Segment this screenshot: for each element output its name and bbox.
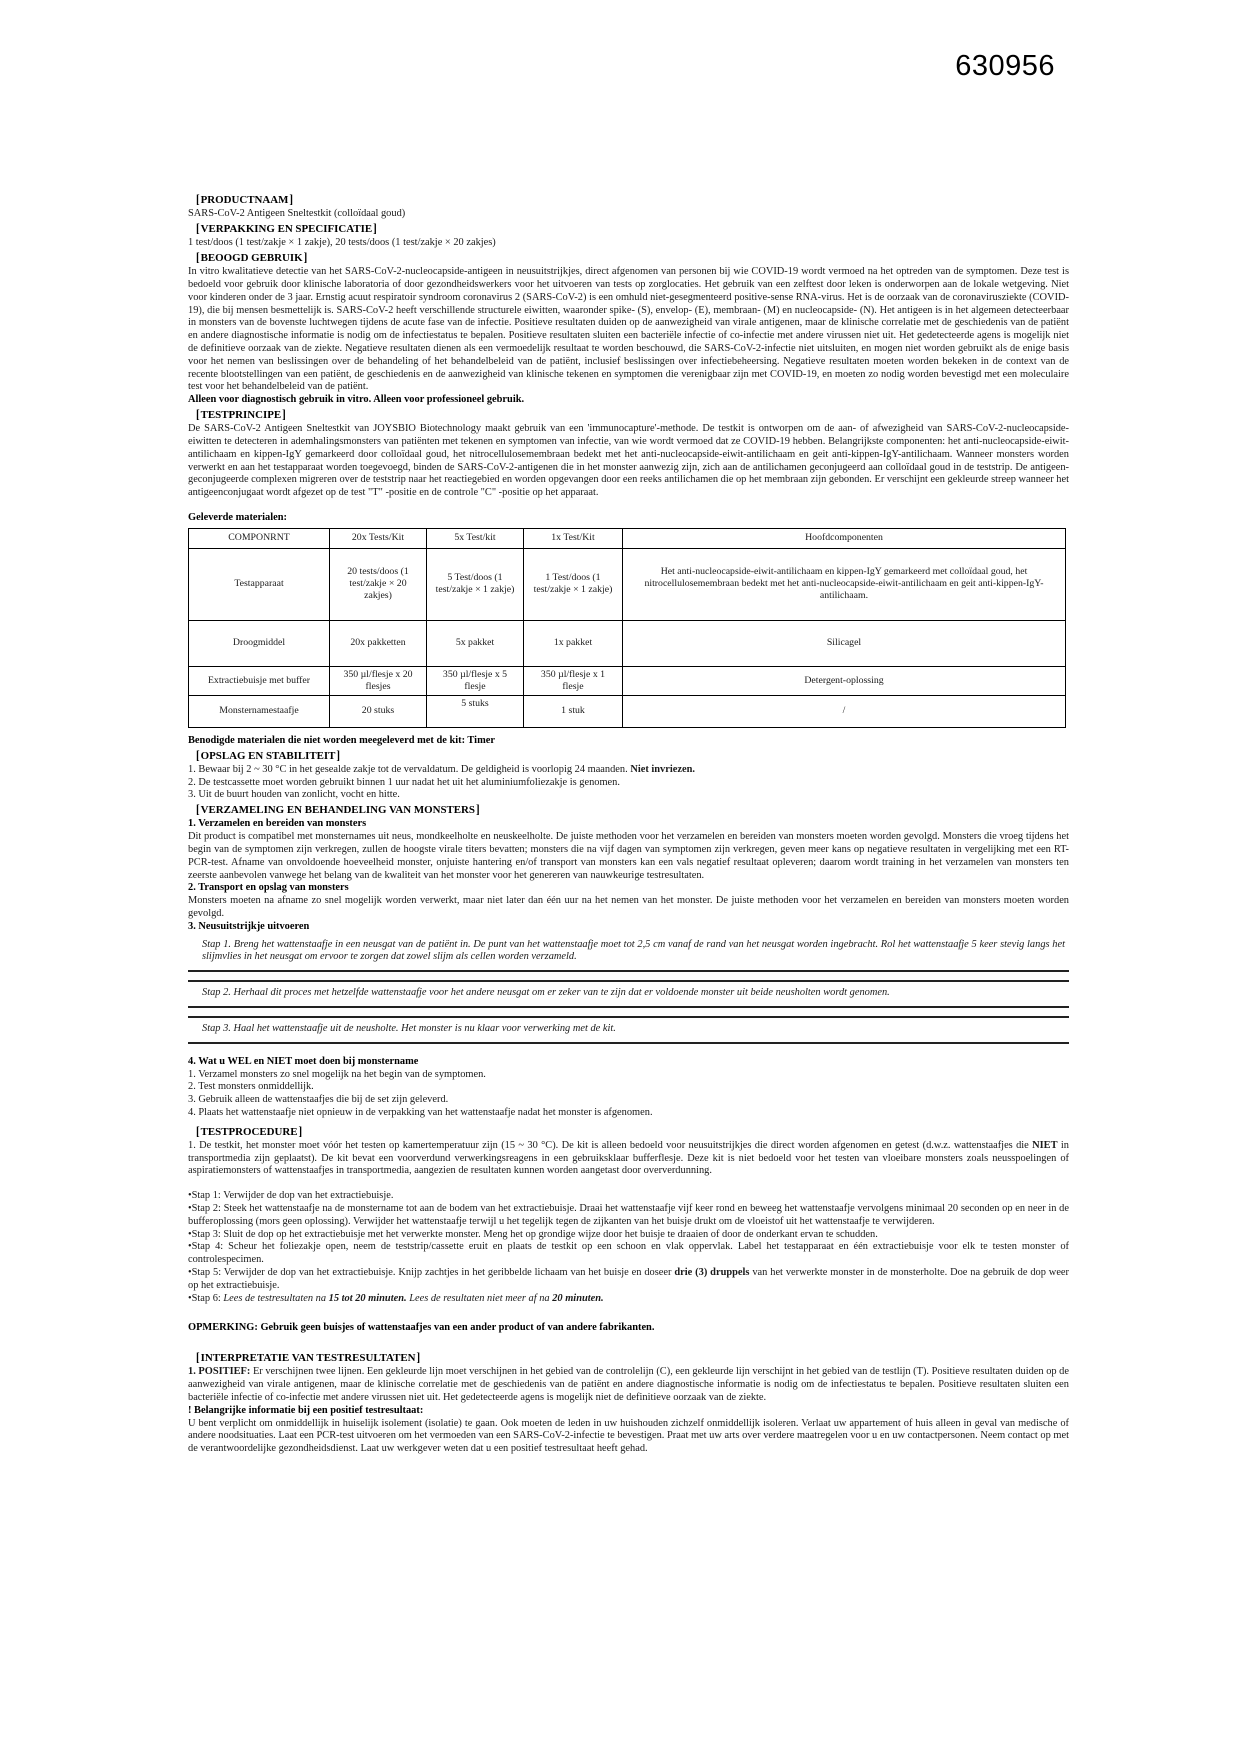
table-header-row xyxy=(189,528,1066,548)
supplied-materials-label: Geleverde materialen: xyxy=(188,511,287,523)
bracket-right: ] xyxy=(289,193,294,207)
section-heading-interpretatie: [INTERPRETATIE VAN TESTRESULTATEN] xyxy=(196,1351,421,1366)
dos-item-2: 2. Test monsters onmiddellijk. xyxy=(188,1081,314,1093)
subheading-transport-storage: 2. Transport en opslag van monsters xyxy=(188,882,349,894)
table-cell: Monsternamestaafje xyxy=(189,695,330,727)
collect-prepare-paragraph: Dit product is compatibel met monsternames uit neus, mondkeelholte en neuskeelholte. De juiste methoden voor het verzamelen en bereiden van monsters moeten worden gevolgd. Monsters die vroeg tijdens het begin van de symptomen zijn verkregen, zullen de hoogste virale titers bevatten; monsters die na vijf dagen van symptomen zijn verkregen, geven meer kans op negatieve resultaten in vergelijking met een RT-PCR-test. Afname van onvoldoende hoeveelheid monster, onjuiste hantering en/of transport van monsters kan een vals negatief resultaat opleveren; daarom wordt training in het verzamelen van monsters ten zeerste aanbevolen vanwege het belang van de kwaliteit van het monster voor het genereren van nauwkeurige testresultaten. xyxy=(188,831,1069,881)
materials-not-supplied-note: Benodigde materialen die niet worden meegeleverd met de kit: Timer xyxy=(188,734,495,746)
bracket-left: [ xyxy=(196,193,200,207)
sample-step-box-3: Stap 3. Haal het wattenstaafje uit de neusholte. Het monster is nu klaar voor verwerking met de kit. xyxy=(188,1016,1069,1044)
storage-item-3: 3. Uit de buurt houden van zonlicht, vocht en hitte. xyxy=(188,789,400,801)
packaging-spec: 1 test/doos (1 test/zakje × 1 zakje), 20 tests/doos (1 test/zakje × 20 zakjes) xyxy=(188,237,496,249)
bracket-right: ] xyxy=(416,1351,421,1366)
table-cell: 20 tests/doos (1 test/zakje × 20 zakjes) xyxy=(330,548,427,620)
table-cell: 1x pakket xyxy=(524,620,623,666)
subheading-nasal-swab: 3. Neusuitstrijkje uitvoeren xyxy=(188,920,310,932)
dos-item-4: 4. Plaats het wattenstaafje niet opnieuw in de verpakking van het wattenstaafje nadat het monster is afgenomen. xyxy=(188,1106,653,1118)
bracket-right: ] xyxy=(282,407,286,422)
sample-step-box-1: Stap 1. Breng het wattenstaafje in een neusgat van de patiënt in. De punt van het wattenstaafje moet tot 2,5 cm vanaf de rand van het neusgat worden ingebracht. Rol het wattenstaafje 5 keer stevig langs het slijmvlies in het neusgat om ervoor te zorgen dat zowel slijm als cellen worden verzameld. xyxy=(188,936,1069,973)
table-cell: 20 stuks xyxy=(330,695,427,727)
bracket-left: [ xyxy=(196,748,200,763)
table-header-main-components: Hoofdcomponenten xyxy=(623,528,1066,548)
table-cell: Droogmiddel xyxy=(189,620,330,666)
transport-storage-paragraph: Monsters moeten na afname zo snel mogelijk worden verwerkt, maar niet later dan één uur na het nemen van het monster. De juiste methoden voor het verzamelen en bereiden van monsters moeten worden gevolgd. xyxy=(188,895,1069,919)
dos-item-3: 3. Gebruik alleen de wattenstaafjes die bij de set zijn geleverd. xyxy=(188,1094,449,1106)
table-cell: Extractiebuisje met buffer xyxy=(189,666,330,695)
table-row-droogmiddel xyxy=(189,620,1066,666)
table-cell: Het anti-nucleocapside-eiwit-antilichaam en kippen-IgY gemarkeerd met colloïdaal goud, het nitrocellulosemembraan bedekt met het anti-nucleocapside-eiwit-antilichaam en geit anti-kippen-IgY-antilichaam. xyxy=(623,548,1066,620)
table-cell: 350 µl/flesje x 1 flesje xyxy=(524,666,623,695)
product-name: SARS-CoV-2 Antigeen Sneltestkit (colloïdaal goud) xyxy=(188,208,406,220)
table-header-20x: 20x Tests/Kit xyxy=(330,528,427,548)
section-heading-testprocedure: [TESTPROCEDURE] xyxy=(196,1124,303,1139)
table-cell: / xyxy=(623,695,1066,727)
bracket-right: ] xyxy=(298,1124,303,1139)
table-cell: 1 stuk xyxy=(524,695,623,727)
subheading-collect-prepare: 1. Verzamelen en bereiden van monsters xyxy=(188,818,367,830)
storage-item-1: 1. Bewaar bij 2 ~ 30 °C in het gesealde zakje tot de vervaldatum. De geldigheid is voorlopig 24 maanden. Niet invriezen. xyxy=(188,763,695,775)
table-cell: 350 µl/flesje x 5 flesje xyxy=(427,666,524,695)
materials-table xyxy=(188,528,1066,728)
dos-item-1: 1. Verzamel monsters zo snel mogelijk na het begin van de symptomen. xyxy=(188,1068,486,1080)
bracket-right: ] xyxy=(303,251,308,265)
table-cell: 5 Test/doos (1 test/zakje × 1 zakje) xyxy=(427,548,524,620)
section-heading-verzameling: [VERZAMELING EN BEHANDELING VAN MONSTERS] xyxy=(196,803,480,817)
section-heading-beoogd-gebruik: [BEOOGD GEBRUIK] xyxy=(196,251,308,265)
intended-use-paragraph: In vitro kwalitatieve detectie van het SARS-CoV-2-nucleocapside-antigeen in neusuitstrijkjes, direct afgenomen van personen bij wie COVID-19 wordt vermoed na het optreden van de symptomen. Deze test is bedoeld voor gebruik door klinische laboratoria of door gezondheidswerkers voor het uitvoeren van tests op zorglocaties. Het gebruik van een zelftest door leken is onderworpen aan de lokale wetgeving. Niet voor kinderen onder de 3 jaar. Ernstig acuut respiratoir syndroom coronavirus 2 (SARS-CoV-2) is een omhuld niet-gesegmenteerd positive-sense RNA-virus. Het is de oorzaak van de coronavirusziekte (COVID-19), die bij mensen besmettelijk is. SARS-CoV-2 heeft verschillende structurele eiwitten, waaronder spike- (S), envelop- (E), membraan- (M) en nucleocapside- (N). Het antigeen is in het algemeen detecteerbaar in monsters van de bovenste luchtwegen tijdens de acute fase van de infectie. Positieve resultaten duiden op de aanwezigheid van virale antigenen, maar de klinische correlatie met de geschiedenis van de patiënt en andere diagnostische informatie is nodig om de infectiestatus te bepalen. Positieve resultaten sluiten een bacteriële infectie of co-infectie met andere virussen niet uit. Het gedetecteerde agens is mogelijk niet de definitieve oorzaak van de ziekte. Negatieve resultaten dienen als een vermoedelijk resultaat te worden beschouwd, die SARS-CoV-2-infectie niet uitsluiten, en mogen niet worden gebruikt als de enige basis voor het nemen van beslissingen over de behandeling of het behandelbeleid van de patiënt, inclusief beslissingen over infectiebeheersing. Negatieve resultaten moeten worden bekeken in de context van de recente blootstellingen van een patiënt, de geschiedenis en de aanwezigheid van klinische tekenen en symptomen die verenigbaar zijn met COVID-19, en moeten zo nodig worden bevestigd met een moleculaire test voor het behandelbeleid van de patiënt. xyxy=(188,266,1069,393)
bracket-left: [ xyxy=(196,407,200,422)
table-cell: Detergent-oplossing xyxy=(623,666,1066,695)
procedure-step-1: •Stap 1: Verwijder de dop van het extractiebuisje. xyxy=(188,1190,394,1202)
procedure-step-2: •Stap 2: Steek het wattenstaafje na de monstername tot aan de bodem van het extractiebuisje. Draai het wattenstaafje vijf keer rond en beweeg het wattenstaafje vervolgens minimaal 20 seconden op en neer in de bufferoplossing (mors geen oplossing). Verwijder het wattenstaafje terwijl u het tegelijk tegen de zijkanten van het buisje drukt om de vloeistof uit het wattenstaafje te verwijderen. xyxy=(188,1203,1069,1227)
procedure-step-6: •Stap 6: Lees de testresultaten na 15 tot 20 minuten. Lees de resultaten niet meer af na 20 minuten. xyxy=(188,1292,604,1304)
procedure-step-5: •Stap 5: Verwijder de dop van het extractiebuisje. Knijp zachtjes in het geribbelde lichaam van het buisje en doseer drie (3) druppels van het verwerkte monster in de monsterholte. Doe na gebruik de dop weer op het extractiebuisje. xyxy=(188,1267,1069,1291)
table-cell: 5x pakket xyxy=(427,620,524,666)
remark-note: OPMERKING: Gebruik geen buisjes of wattenstaafjes van een ander product of van andere fabrikanten. xyxy=(188,1322,655,1334)
section-heading-verpakking: [VERPAKKING EN SPECIFICATIE] xyxy=(196,222,377,236)
table-cell: Silicagel xyxy=(623,620,1066,666)
bracket-left: [ xyxy=(196,251,200,265)
test-principle-paragraph: De SARS-CoV-2 Antigeen Sneltestkit van JOYSBIO Biotechnology maakt gebruik van een 'immunocapture'-methode. De testkit is ontworpen om de aan- of afwezigheid van SARS-CoV-2-nucleocapside-eiwitten te detecteren in ademhalingsmonsters van patiënten met tekenen en symptomen van infectie, van wie wordt vermoed dat ze COVID-19 hebben. Belangrijkste componenten: het anti-nucleocapside-eiwit-antilichaam en kippen-IgY gemarkeerd door colloïdaal goud, het nitrocellulosemembraan bedekt met het anti-nucleocapside-eiwit-antilichaam en geit anti-kippen-IgY-antilichaam. Wanneer monsters worden verwerkt en aan het testapparaat worden toegevoegd, binden de SARS-CoV-2-antigenen die in het monster aanwezig zijn, zich aan de antilichamen geconjugeerd aan colloïdaal goud in de teststrip. De antigeen-geconjugeerde complexen migreren over de teststrip naar het reactiegebied en worden opgevangen door een reeks antilichamen die op het membraan zijn gebonden. Er verschijnt een gekleurde streep wanneer het antigeenconjugaat wordt afgezet op de test "T" -positie en de controle "C" -positie op het apparaat. xyxy=(188,423,1069,499)
table-row-monsternamestaafje xyxy=(189,695,1066,727)
bracket-right: ] xyxy=(336,748,341,763)
sample-step-box-2: Stap 2. Herhaal dit proces met hetzelfde wattenstaafje voor het andere neusgat om er zeker van te zijn dat er voldoende monster uit beide neusholten wordt genomen. xyxy=(188,980,1069,1008)
bracket-left: [ xyxy=(196,222,200,236)
table-row-testapparaat xyxy=(189,548,1066,620)
procedure-steps xyxy=(188,1190,1069,1305)
important-positive-info-label: ! Belangrijke informatie bij een positief testresultaat: xyxy=(188,1404,424,1416)
bracket-right: ] xyxy=(475,803,480,817)
table-header-component: COMPONRNT xyxy=(189,528,330,548)
table-row-extractiebuisje xyxy=(189,666,1066,695)
table-cell: 5 stuks xyxy=(427,695,524,727)
table-cell: Testapparaat xyxy=(189,548,330,620)
procedure-intro-paragraph: 1. De testkit, het monster moet vóór het testen op kamertemperatuur zijn (15 ~ 30 °C). De kit is alleen bedoeld voor neusuitstrijkjes die direct worden afgenomen en getest (d.w.z. wattenstaafjes die NIET in transportmedia zijn geplaatst). De kit bevat een voorverdund verwerkingsreagens in een gebruiksklaar bufferflesje. Deze kit is niet bedoeld voor het testen van vloeibare monsters zoals neusspoelingen of aspiratiemonsters of wattenstaafjes in transportmedia, aangezien de resultaten kunnen worden aangetast door oververdunning. xyxy=(188,1139,1069,1177)
bracket-left: [ xyxy=(196,803,200,817)
table-cell: 20x pakketten xyxy=(330,620,427,666)
section-heading-opslag: [OPSLAG EN STABILITEIT] xyxy=(196,748,341,763)
procedure-step-4: •Stap 4: Scheur het foliezakje open, neem de teststrip/cassette eruit en plaats de testkit op een schoon en vlak oppervlak. Label het testapparaat en één extractiebuisje voor elk te testen monster of controlespecimen. xyxy=(188,1241,1069,1266)
storage-item-2: 2. De testcassette moet worden gebruikt binnen 1 uur nadat het uit het aluminiumfoliezakje is genomen. xyxy=(188,776,620,788)
bracket-left: [ xyxy=(196,1351,200,1366)
document-content xyxy=(188,192,1069,1456)
procedure-step-3: •Stap 3: Sluit de dop op het extractiebuisje met het verwerkte monster. Meng het op grondige wijze door het buisje te draaien of door de onderkant ervan te schudden. xyxy=(188,1228,878,1240)
diagnostic-use-note: Alleen voor diagnostisch gebruik in vitro. Alleen voor professioneel gebruik. xyxy=(188,394,525,406)
bracket-left: [ xyxy=(196,1124,200,1139)
section-heading-testprincipe: [TESTPRINCIPE] xyxy=(196,407,286,422)
table-header-1x: 1x Test/Kit xyxy=(524,528,623,548)
positive-result-paragraph: 1. POSITIEF: Er verschijnen twee lijnen. Een gekleurde lijn moet verschijnen in het gebied van de controlelijn (C), een gekleurde lijn verschijnt in het gebied van de testlijn (T). Positieve resultaten duiden op de aanwezigheid van virale antigenen, maar de klinische correlatie met de geschiedenis van de patiënt en andere diagnostische informatie is nodig om de infectiestatus te bepalen. Positieve resultaten sluiten een bacteriële infectie of co-infectie met andere virussen niet uit. Het gedetecteerde agens is mogelijk niet de definitieve oorzaak van de ziekte. xyxy=(188,1366,1069,1404)
bracket-right: ] xyxy=(373,222,377,236)
section-heading-productnaam: [PRODUCTNAAM] xyxy=(196,193,294,207)
table-header-5x: 5x Test/kit xyxy=(427,528,524,548)
positive-result-instructions: U bent verplicht om onmiddellijk in huiselijk isolement (isolatie) te gaan. Ook moeten de leden in uw huishouden zichzelf onmiddellijk isoleren. Verlaat uw appartement of huis alleen in geval van medische of andere noodsituaties. Laat een PCR-test uitvoeren om het vermoeden van een SARS-CoV-2-infectie te bevestigen. Praat met uw arts over verdere maatregelen voor u en uw contactpersonen. Neem contact op met de verantwoordelijke gezondheidsdienst. Laat uw werkgever weten dat u een positief testresultaat heeft gehad. xyxy=(188,1417,1069,1455)
subheading-dos-donts: 4. Wat u WEL en NIET moet doen bij monstername xyxy=(188,1055,419,1067)
table-cell: 1 Test/doos (1 test/zakje × 1 zakje) xyxy=(524,548,623,620)
document-number: 630956 xyxy=(955,50,1055,82)
table-cell: 350 µl/flesje x 20 flesjes xyxy=(330,666,427,695)
